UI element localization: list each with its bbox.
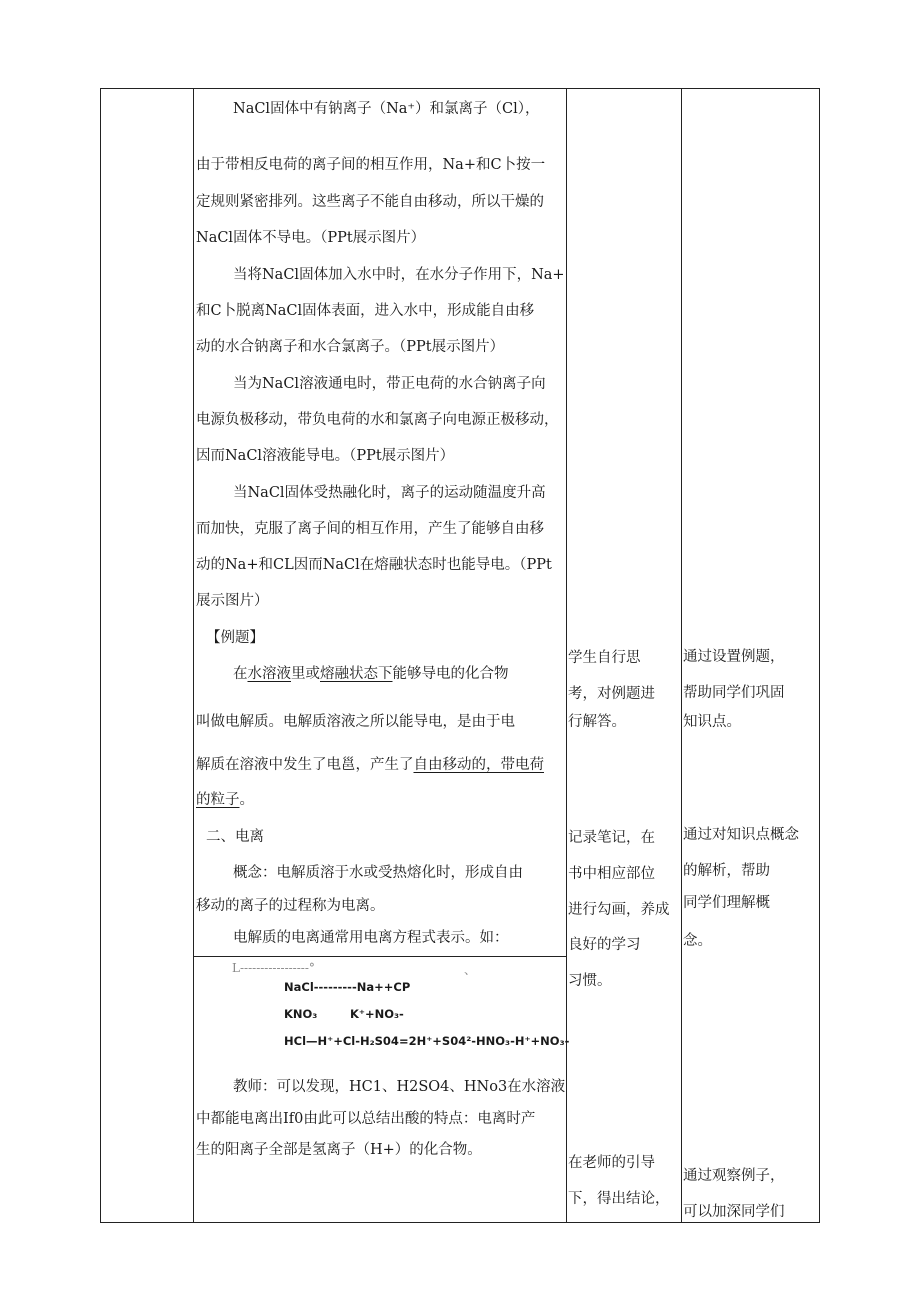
design-intent-text: 知识点。 (683, 714, 741, 730)
paragraph-text: 由于带相反电荷的离子间的相互作用，Na+和C卜按一 (196, 157, 546, 173)
student-activity-text: 良好的学习 (568, 937, 641, 953)
paragraph-text: 动的Na+和CL因而NaCl在熔融状态时也能导电。（PPt (196, 557, 552, 573)
paragraph-text: 当NaCl固体受热融化时，离子的运动随温度升高 (233, 485, 546, 501)
student-activity-text: 记录笔记，在 (568, 830, 655, 846)
design-intent-text: 帮助同学们巩固 (683, 685, 785, 701)
student-activity-text: 学生自行思 (568, 650, 641, 666)
paragraph-text: NaCl固体中有钠离子（Na⁺）和氯离子（Cl）， (233, 101, 540, 117)
student-activity-text: 在老师的引导 (568, 1155, 655, 1171)
paragraph-text: 电源负极移动，带负电荷的水和氯离子向电源正极移动， (196, 412, 559, 428)
teacher-text: 教师：可以发现，HC1、H2SO4、HNo3在水溶液 (233, 1079, 566, 1095)
design-intent-text: 可以加深同学们 (683, 1204, 785, 1220)
concept-text: 概念：电解质溶于水或受热熔化时，形成自由 (233, 865, 523, 881)
example-fragment: 里或 (291, 666, 320, 682)
paragraph-text: 和C卜脱离NaCl固体表面，进入水中，形成能自由移 (196, 303, 535, 319)
column-divider (193, 89, 194, 1222)
paragraph-text: 展示图片） (196, 593, 269, 609)
paragraph-text: 定规则紧密排列。这些离子不能自由移动，所以干燥的 (196, 194, 544, 210)
paragraph-text: NaCl固体不导电。（PPt展示图片） (196, 230, 426, 246)
design-intent-text: 同学们理解概 (683, 895, 770, 911)
paragraph-text: 因而NaCl溶液能导电。（PPt展示图片） (196, 448, 455, 464)
example-text (196, 756, 544, 774)
equation-intro: 电解质的电离通常用电离方程式表示。如： (233, 930, 509, 946)
student-activity-text: 书中相应部位 (568, 866, 655, 882)
column-divider (681, 89, 682, 1222)
student-activity-text: 习惯。 (568, 973, 612, 989)
underlined-term: 的粒子 (196, 792, 240, 808)
example-fragment: 解质在溶液中发生了电邕，产生了 (196, 757, 414, 773)
equation-faint-mark: 、 (464, 963, 477, 977)
example-fragment: 能够导电的化合物 (392, 666, 509, 682)
equation-faint-line: L-----------------° (232, 961, 315, 975)
equation-kno3-left: KNO₃ (284, 1007, 318, 1021)
equation-separator (193, 956, 566, 957)
design-intent-text: 通过设置例题， (683, 649, 785, 665)
design-intent-text: 通过观察例子， (683, 1168, 785, 1184)
example-fragment: 。 (239, 792, 254, 808)
paragraph-text: 动的水合钠离子和水合氯离子。（PPt展示图片） (196, 339, 505, 355)
paragraph-text: 当将NaCl固体加入水中时，在水分子作用下，Na+ (233, 267, 565, 283)
underlined-term: 熔融状态下 (320, 666, 393, 682)
student-activity-text: 行解答。 (568, 714, 626, 730)
design-intent-text: 念。 (683, 933, 712, 949)
underlined-term: 水溶液 (247, 666, 291, 682)
underlined-term: 自由移动的，带电荷 (413, 757, 544, 773)
teacher-text: 生的阳离子全部是氢离子（H+）的化合物。 (196, 1142, 482, 1158)
equation-acids: HCl—H⁺+Cl-H₂S04=2H⁺+S04²-HNO₃-H⁺+NO₃- (284, 1034, 570, 1048)
student-activity-text: 进行勾画，养成 (568, 902, 670, 918)
student-activity-text: 下，得出结论， (568, 1191, 670, 1207)
paragraph-text: 当为NaCl溶液通电时，带正电荷的水合钠离子向 (233, 376, 546, 392)
student-activity-text: 考，对例题进 (568, 686, 655, 702)
column-divider (566, 89, 567, 1222)
example-text (196, 791, 254, 809)
teacher-text: 中都能电离出If0由此可以总结出酸的特点：电离时产 (196, 1111, 536, 1127)
design-intent-text: 通过对知识点概念 (683, 827, 799, 843)
design-intent-text: 的解析，帮助 (683, 863, 770, 879)
example-text (233, 665, 509, 683)
concept-text: 移动的离子的过程称为电离。 (196, 898, 385, 914)
example-fragment: 在 (233, 666, 248, 682)
example-text: 叫做电解质。电解质溶液之所以能导电，是由于电 (196, 714, 515, 730)
section-heading: 二、电离 (206, 829, 264, 845)
equation-nacl: NaCl---------Na++CP (284, 980, 411, 994)
paragraph-text: 而加快，克服了离子间的相互作用，产生了能够自由移 (196, 521, 544, 537)
equation-kno3-right: K⁺+NO₃- (350, 1007, 404, 1021)
example-heading: 【例题】 (206, 630, 264, 646)
